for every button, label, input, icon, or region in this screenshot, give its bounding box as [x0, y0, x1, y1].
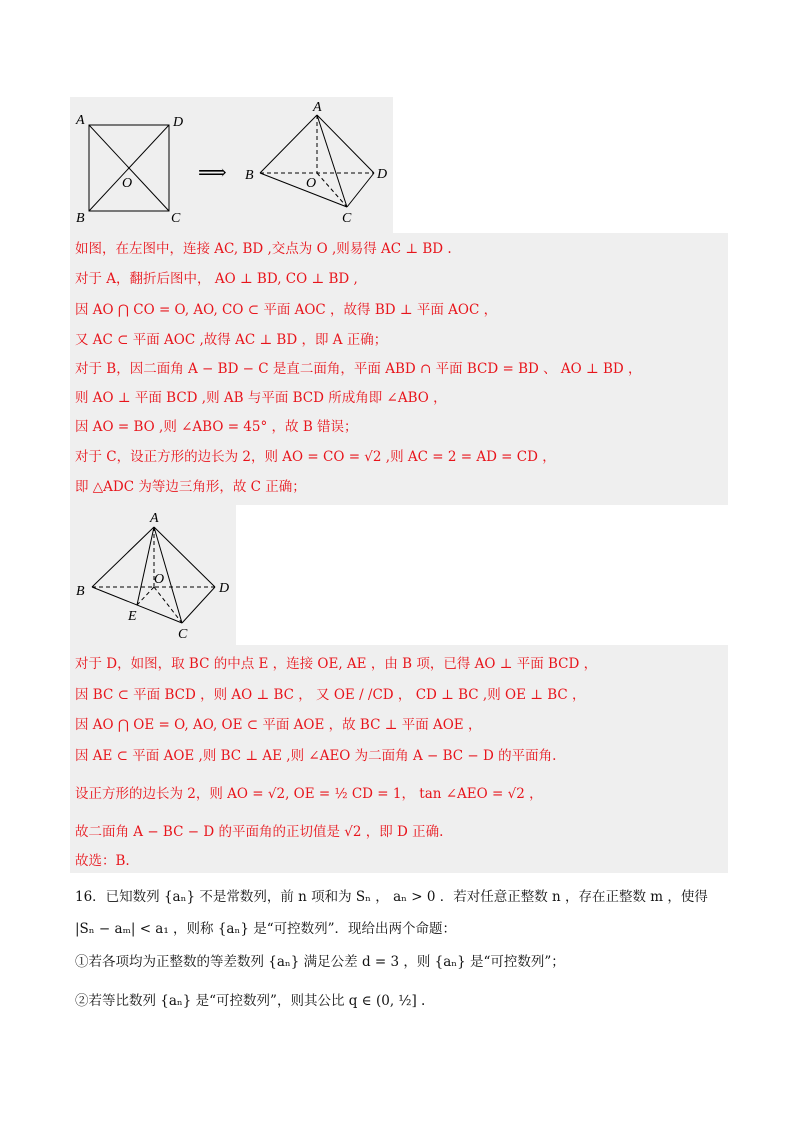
- square-label-a: A: [76, 113, 85, 128]
- solution-line-6: 则 AO ⊥ 平面 BCD ,则 AB 与平面 BCD 所成角即 ∠ABO ，: [75, 390, 447, 406]
- square-label-b: B: [76, 211, 85, 226]
- solution-line-7: 因 AO = BO ,则 ∠ABO = 45° ，故 B 错误；: [75, 419, 358, 435]
- square-label-d: D: [173, 115, 184, 130]
- square-label-o: O: [122, 176, 133, 191]
- pyramid-label-b: B: [245, 168, 254, 183]
- solution-line-5: 对于 B，因二面角 A − BD − C 是直二面角，平面 ABD ∩ 平面 BCD = BD 、 AO ⊥ BD ，: [75, 361, 642, 377]
- question16-line-4: ②若等比数列 {aₙ} 是“可控数列”，则其公比 q ∈ (0, ½] .: [75, 993, 426, 1009]
- pyramid2-label-a: A: [150, 511, 159, 526]
- pyramid-label-a: A: [313, 100, 322, 115]
- pyramid2-label-d: D: [219, 581, 230, 596]
- solution-line-4: 又 AC ⊂ 平面 AOC ,故得 AC ⊥ BD ，即 A 正确；: [75, 332, 388, 348]
- pyramid-label-c: C: [342, 211, 352, 226]
- solution2-line-6: 故二面角 A − BC − D 的平面角的正切值是 √2 ，即 D 正确.: [75, 824, 444, 840]
- solution2-line-2: 因 BC ⊂ 平面 BCD ，则 AO ⊥ BC ， 又 OE / /CD ， CD ⊥ BC ,则 OE ⊥ BC ，: [75, 687, 586, 703]
- pyramid2-label-c: C: [178, 627, 188, 642]
- pyramid-label-d: D: [377, 167, 388, 182]
- square-fold-figure: [70, 97, 393, 233]
- solution2-line-4: 因 AE ⊂ 平面 AOE ,则 BC ⊥ AE ,则 ∠AEO 为二面角 A − BC − D 的平面角.: [75, 748, 557, 764]
- solution2-line-3: 因 AO ⋂ OE = O, AO, OE ⊂ 平面 AOE ，故 BC ⊥ 平面 AOE ，: [75, 717, 482, 733]
- solution2-line-7: 故选：B.: [75, 853, 130, 869]
- solution-line-2: 对于 A，翻折后图中， AO ⊥ BD, CO ⊥ BD ,: [75, 271, 358, 287]
- solution-line-9: 即 △ADC 为等边三角形，故 C 正确；: [75, 479, 306, 495]
- pyramid-label-o: O: [306, 176, 317, 191]
- pyramid2-label-o: O: [154, 572, 165, 587]
- solution2-line-1: 对于 D，如图，取 BC 的中点 E ，连接 OE, AE ，由 B 项，已得 AO ⊥ 平面 BCD ，: [75, 656, 598, 672]
- solution2-line-5: 设正方形的边长为 2，则 AO = √2, OE = ½ CD = 1， tan ∠AEO = √2 ，: [75, 786, 543, 802]
- question16-line-2: |Sₙ − aₘ| < a₁ ，则称 {aₙ} 是“可控数列”．现给出两个命题：: [75, 921, 457, 937]
- solution-line-1: 如图，在左图中，连接 AC, BD ,交点为 O ,则易得 AC ⊥ BD .: [75, 241, 452, 257]
- square-label-c: C: [171, 211, 181, 226]
- question16-line-1: 16．已知数列 {aₙ} 不是常数列，前 n 项和为 Sₙ ， aₙ > 0 ．若对任意正整数 n ，存在正整数 m ，使得: [75, 889, 708, 905]
- pyramid2-label-e: E: [128, 609, 137, 624]
- pyramid2-label-b: B: [76, 584, 85, 599]
- question16-line-3: ①若各项均为正整数的等差数列 {aₙ} 满足公差 d = 3 ，则 {aₙ} 是“可控数列”；: [75, 954, 565, 970]
- pyramid-figure: [70, 505, 236, 645]
- solution-line-3: 因 AO ⋂ CO = O, AO, CO ⊂ 平面 AOC ，故得 BD ⊥ 平面 AOC ，: [75, 302, 498, 318]
- solution-line-8: 对于 C，设正方形的边长为 2，则 AO = CO = √2 ,则 AC = 2 = AD = CD ，: [75, 449, 556, 465]
- fold-arrow: ⟹: [198, 162, 227, 184]
